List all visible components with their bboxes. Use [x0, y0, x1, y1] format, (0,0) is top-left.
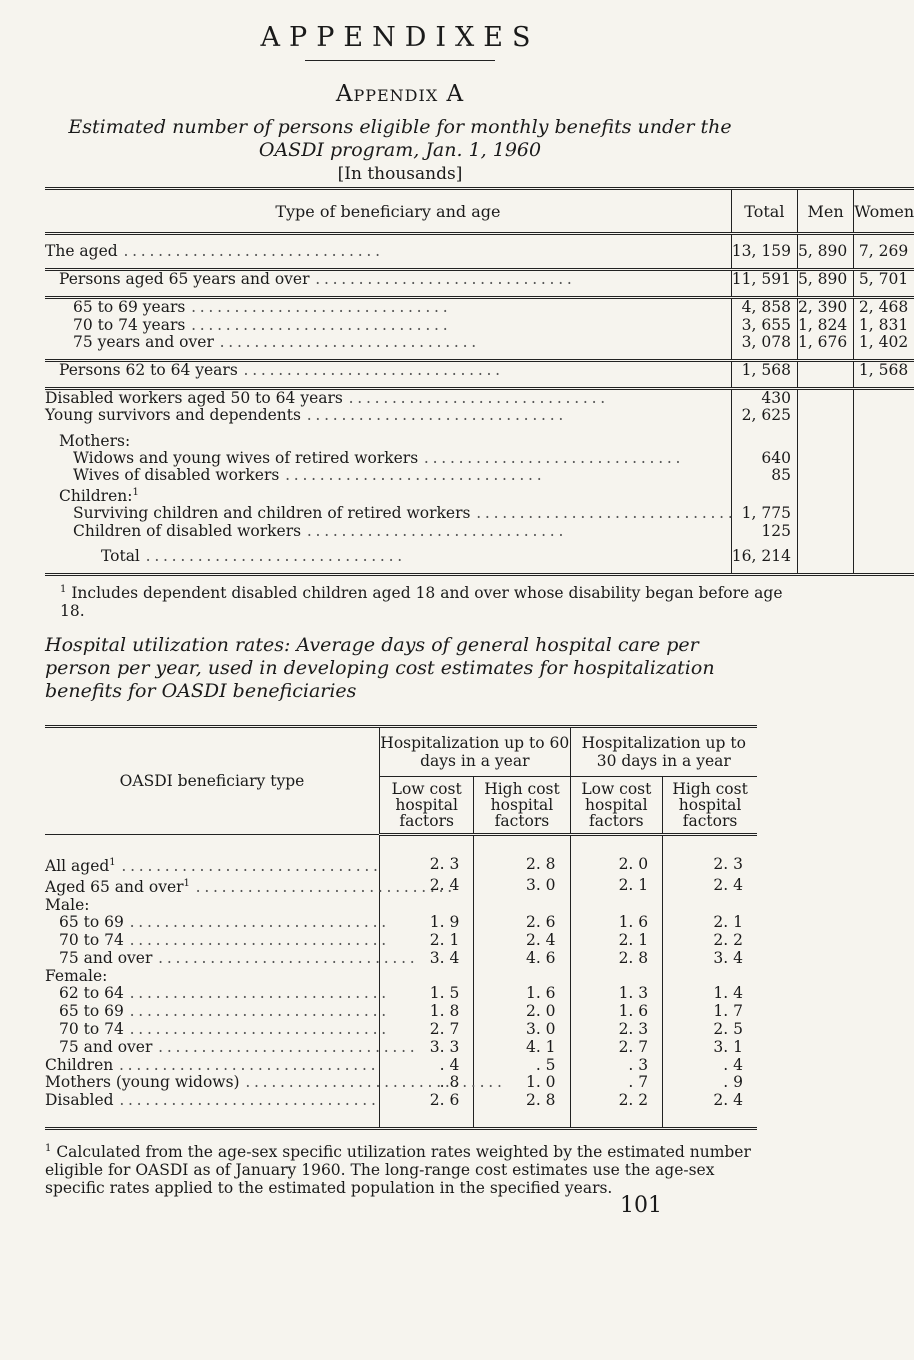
cell-value: 2. 8: [570, 950, 663, 968]
cell-value: [663, 896, 757, 914]
group-30-days: Hospitalization up to 30 days in a year: [570, 727, 757, 777]
table-row: [45, 875, 757, 896]
table-row: [45, 360, 914, 379]
cell-total: 1, 775: [731, 505, 797, 522]
footnote-mark: 1: [60, 584, 67, 595]
cell-men: [797, 548, 853, 565]
table-row: [45, 1021, 757, 1039]
row-label: 62 to 64: [59, 984, 124, 1003]
cell-value: 2. 4: [663, 1092, 757, 1110]
table-row: [45, 854, 757, 875]
table-row: [45, 1092, 757, 1110]
cell-men: [797, 505, 853, 522]
page-number: 101: [620, 1193, 662, 1218]
cell-total: 85: [731, 467, 797, 484]
cell-value: 2. 3: [663, 854, 757, 875]
cell-men: 1, 824: [797, 317, 853, 334]
table2-footnote: [45, 1140, 757, 1197]
cell-men: 1, 676: [797, 334, 853, 351]
cell-value: 3. 0: [474, 875, 570, 896]
cell-value: [474, 896, 570, 914]
page-header: APPENDIXES: [260, 22, 540, 53]
footnote-mark: 1: [183, 877, 190, 889]
table1-unit: [In thousands]: [337, 164, 463, 184]
cell-value: [380, 967, 474, 985]
row-label: Persons 62 to 64 years: [59, 361, 238, 380]
cell-total: 11, 591: [731, 270, 797, 289]
cell-value: . 9: [663, 1074, 757, 1092]
cell-value: . 8: [380, 1074, 474, 1092]
cell-men: [797, 467, 853, 484]
table1-footnote: [60, 584, 800, 620]
table-row: [45, 298, 914, 317]
cell-value: 2. 1: [663, 914, 757, 932]
table-row: [45, 450, 914, 467]
cell-value: [380, 896, 474, 914]
cell-value: 2. 0: [474, 1003, 570, 1021]
cell-value: 4. 6: [474, 950, 570, 968]
footnote-text: Calculated from the age-sex specific utilization rates weighted by the estimated number eligible for OASDI as of January 1960. The long-range cost estimates use the age-sex specific rates applied to the estimated population in the specified years.: [45, 1143, 751, 1198]
table1-title: Estimated number of persons eligible for monthly benefits under the OASDI program, Jan. 1, 1960: [68, 116, 732, 161]
table-row: [45, 270, 914, 289]
cell-men: [797, 407, 853, 424]
col-total: Total: [731, 189, 797, 234]
table-row: [45, 467, 914, 484]
cell-women: 1, 568: [854, 360, 914, 379]
cell-value: 1. 4: [663, 985, 757, 1003]
cell-women: 1, 831: [854, 317, 914, 334]
cell-women: 1, 402: [854, 334, 914, 351]
col-low-cost-30: Low cost hospital factors: [570, 777, 663, 835]
cell-value: 2. 7: [570, 1038, 663, 1056]
cell-women: 7, 269: [854, 243, 914, 260]
cell-total: 16, 214: [731, 548, 797, 565]
cell-women: 5, 701: [854, 270, 914, 289]
row-label: Children:: [59, 487, 133, 506]
cell-value: 3. 1: [663, 1038, 757, 1056]
cell-value: 2. 2: [570, 1092, 663, 1110]
col-high-cost-60: High cost hospital factors: [474, 777, 570, 835]
cell-value: 2. 3: [570, 1021, 663, 1039]
cell-men: 5, 890: [797, 243, 853, 260]
cell-value: 1. 7: [663, 1003, 757, 1021]
table-row: [45, 334, 914, 351]
cell-value: 2. 4: [663, 875, 757, 896]
row-label: Children: [45, 1055, 114, 1074]
cell-women: [854, 389, 914, 408]
col-beneficiary-type: OASDI beneficiary type: [45, 727, 380, 835]
cell-value: . 5: [474, 1056, 570, 1074]
cell-value: . 4: [663, 1056, 757, 1074]
table-row: [45, 1056, 757, 1074]
cell-value: [474, 967, 570, 985]
cell-total: 3, 655: [731, 317, 797, 334]
cell-value: 2. 6: [380, 1092, 474, 1110]
cell-women: [854, 548, 914, 565]
cell-value: 2. 1: [380, 932, 474, 950]
appendix-title: Appendix A: [335, 81, 465, 107]
col-women: Women: [854, 189, 914, 234]
cell-women: [854, 467, 914, 484]
table-row: [45, 950, 757, 968]
cell-value: 2. 8: [474, 854, 570, 875]
table-row: [45, 484, 914, 505]
cell-value: 1. 9: [380, 914, 474, 932]
table-row: [45, 1074, 757, 1092]
cell-total: 2, 625: [731, 407, 797, 424]
cell-value: 1. 8: [380, 1003, 474, 1021]
row-label: Young survivors and dependents: [45, 406, 301, 425]
row-label: Children of disabled workers: [73, 521, 302, 540]
cell-total: 430: [731, 389, 797, 408]
cell-value: 2. 1: [570, 875, 663, 896]
table-row: [45, 389, 914, 408]
cell-value: 1. 0: [474, 1074, 570, 1092]
table-row: [45, 433, 914, 450]
table-row: [45, 896, 757, 914]
col-type: Type of beneficiary and age: [45, 189, 731, 234]
cell-value: 2. 3: [380, 854, 474, 875]
cell-total: 640: [731, 450, 797, 467]
header-rule: [305, 60, 495, 61]
cell-women: [854, 450, 914, 467]
row-label: 65 to 69: [59, 1002, 124, 1021]
col-men: Men: [797, 189, 853, 234]
cell-value: [570, 967, 663, 985]
cell-value: . 4: [380, 1056, 474, 1074]
row-label: Disabled: [45, 1091, 114, 1110]
row-label: Persons aged 65 years and over: [59, 270, 310, 289]
cell-value: 1. 6: [570, 914, 663, 932]
row-label: 75 and over: [59, 948, 153, 967]
row-label: All aged: [45, 856, 110, 875]
cell-men: [797, 389, 853, 408]
row-label: 75 and over: [59, 1037, 153, 1056]
cell-total: 13, 159: [731, 243, 797, 260]
row-label: 75 years and over: [73, 332, 214, 351]
cell-men: 2, 390: [797, 298, 853, 317]
table-row: [45, 505, 914, 522]
cell-value: 2. 1: [570, 932, 663, 950]
row-label: Female:: [45, 966, 108, 985]
table2-title: Hospital utilization rates: Average days of general hospital care per person per year, used in developing cost estimates for hospitalization benefits for OASDI beneficiaries: [45, 634, 715, 702]
cell-total: 3, 078: [731, 334, 797, 351]
cell-value: 3. 0: [474, 1021, 570, 1039]
row-label: Widows and young wives of retired workers: [73, 448, 419, 467]
cell-women: [854, 505, 914, 522]
cell-value: 3. 4: [663, 950, 757, 968]
cell-value: 2. 4: [380, 875, 474, 896]
cell-women: [854, 522, 914, 539]
cell-men: [797, 522, 853, 539]
row-label: Aged 65 and over: [45, 878, 184, 897]
cell-women: [854, 407, 914, 424]
cell-value: 2. 6: [474, 914, 570, 932]
table-row: [45, 985, 757, 1003]
cell-total: 1, 568: [731, 360, 797, 379]
row-label: Mothers:: [59, 431, 131, 450]
table-row: [45, 548, 914, 565]
cell-men: 5, 890: [797, 270, 853, 289]
cell-value: 2. 8: [474, 1092, 570, 1110]
cell-value: 2. 2: [663, 932, 757, 950]
table-row: [45, 317, 914, 334]
table-row: [45, 967, 757, 985]
cell-men: [797, 450, 853, 467]
cell-value: . 7: [570, 1074, 663, 1092]
beneficiary-table: [45, 187, 914, 576]
table-row: [45, 1038, 757, 1056]
row-label: 70 to 74: [59, 1020, 124, 1039]
row-label: Mothers (young widows): [45, 1073, 240, 1092]
group-60-days: Hospitalization up to 60 days in a year: [380, 727, 571, 777]
row-label: The aged: [45, 242, 118, 261]
cell-value: 2. 5: [663, 1021, 757, 1039]
footnote-text: Includes dependent disabled children aged 18 and over whose disability began before age 18.: [60, 584, 783, 621]
row-label: Total: [101, 546, 140, 565]
row-label: 65 to 69 years: [73, 298, 186, 317]
cell-value: 1. 5: [380, 985, 474, 1003]
footnote-mark: 1: [45, 1143, 52, 1154]
cell-women: 2, 468: [854, 298, 914, 317]
cell-value: 2. 7: [380, 1021, 474, 1039]
cell-value: . 3: [570, 1056, 663, 1074]
footnote-mark: 1: [109, 856, 116, 868]
col-high-cost-30: High cost hospital factors: [663, 777, 757, 835]
cell-value: 4. 1: [474, 1038, 570, 1056]
cell-value: 2. 0: [570, 854, 663, 875]
row-label: 70 to 74: [59, 931, 124, 950]
cell-value: 2. 4: [474, 932, 570, 950]
table-row: [45, 522, 914, 539]
row-label: Disabled workers aged 50 to 64 years: [45, 389, 343, 408]
col-low-cost-60: Low cost hospital factors: [380, 777, 474, 835]
cell-total: 4, 858: [731, 298, 797, 317]
row-label: 65 to 69: [59, 913, 124, 932]
cell-value: 3. 3: [380, 1038, 474, 1056]
utilization-table: [45, 725, 757, 1130]
row-label: Male:: [45, 895, 90, 914]
cell-value: 1. 6: [570, 1003, 663, 1021]
table-row: [45, 243, 914, 260]
cell-value: [570, 896, 663, 914]
cell-value: 1. 3: [570, 985, 663, 1003]
row-label: Wives of disabled workers: [73, 465, 280, 484]
cell-value: 1. 6: [474, 985, 570, 1003]
table-row: [45, 1003, 757, 1021]
row-label: Surviving children and children of retired workers: [73, 504, 471, 523]
footnote-mark: 1: [132, 487, 139, 499]
table-row: [45, 932, 757, 950]
row-label: 70 to 74 years: [73, 315, 186, 334]
table-row: [45, 407, 914, 424]
cell-men: [797, 360, 853, 379]
cell-total: 125: [731, 522, 797, 539]
cell-value: [663, 967, 757, 985]
table-row: [45, 914, 757, 932]
cell-value: 3. 4: [380, 950, 474, 968]
